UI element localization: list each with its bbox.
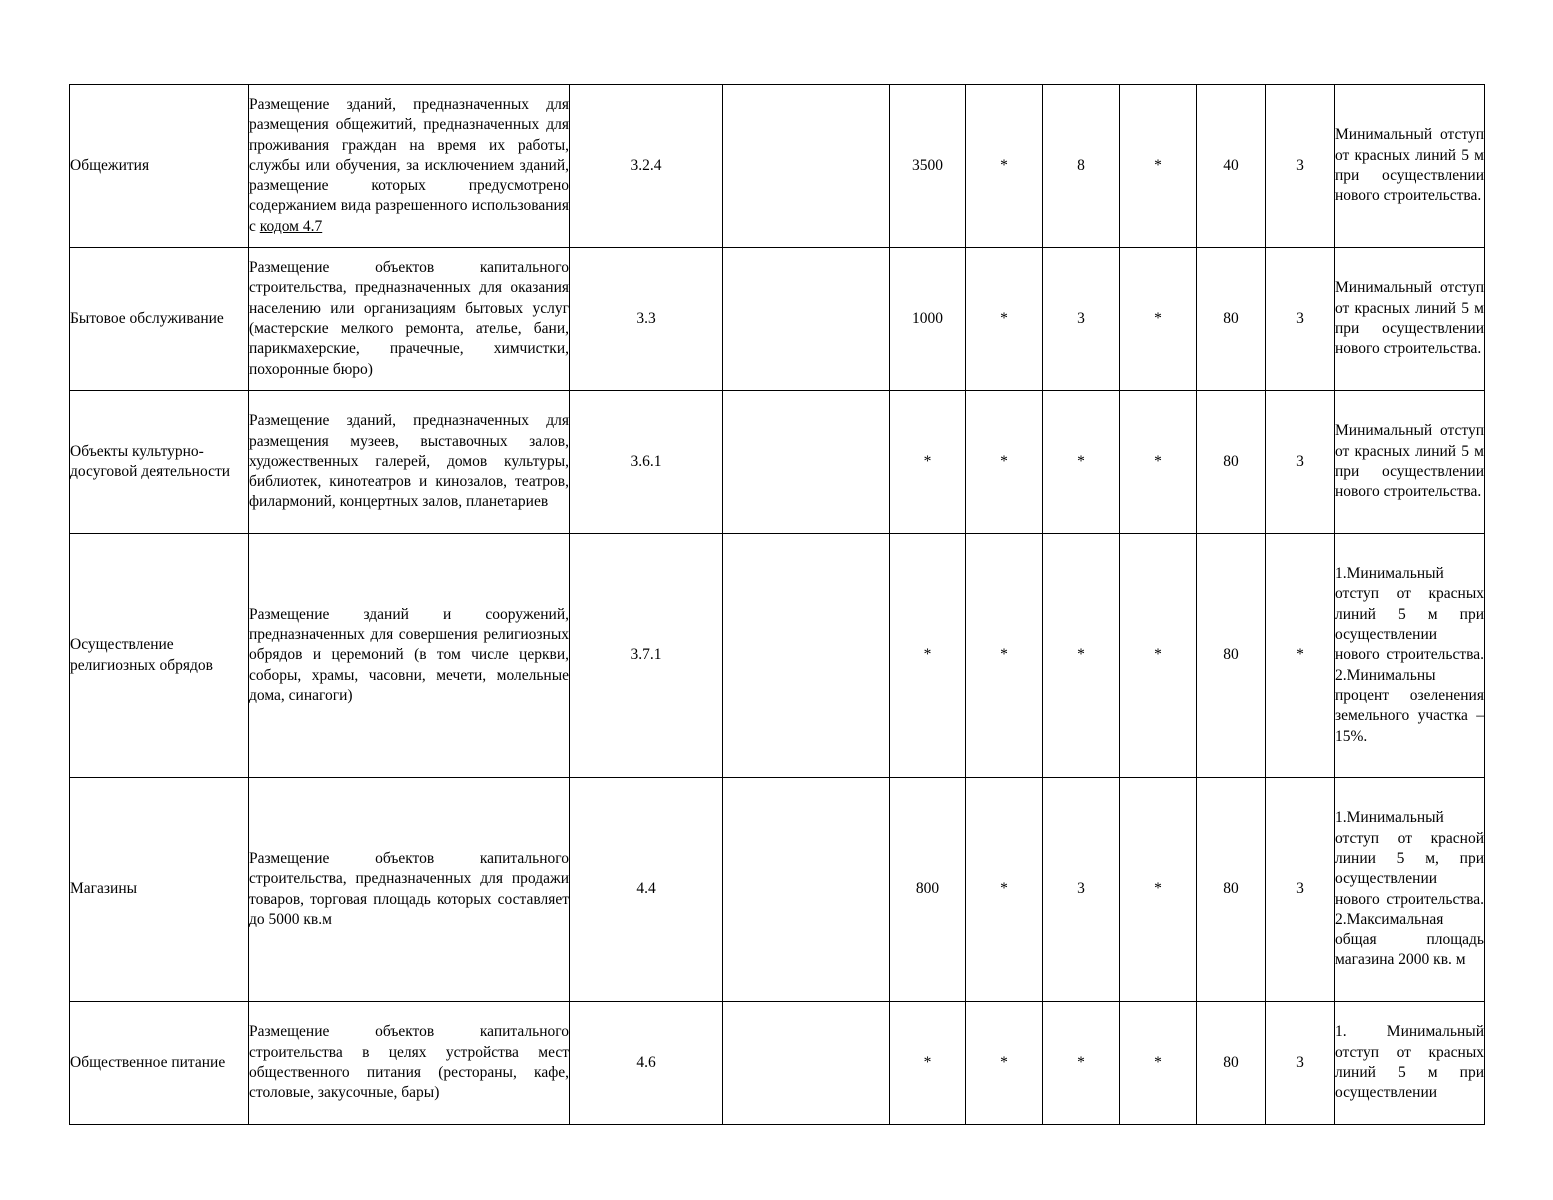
param-cell: *	[890, 1002, 966, 1125]
empty-cell	[723, 534, 890, 778]
restriction-note: Минимальный отступ от красных линий 5 м при осуществлении нового строительства.	[1335, 391, 1485, 534]
table-row	[70, 534, 1485, 778]
param-cell: 80	[1197, 1002, 1266, 1125]
use-name: Магазины	[70, 778, 249, 1002]
restriction-note: 1.Минимальный отступ от красных линий 5 м при осуществлении нового строительства. 2.Минимальны процент озеленения земельного участка – 15%.	[1335, 534, 1485, 778]
param-cell: 3	[1266, 391, 1335, 534]
use-description: Размещение зданий и сооружений, предназначенных для совершения религиозных обрядов и церемоний (в том числе церкви, соборы, храмы, часовни, мечети, молельные дома, синагоги)	[249, 534, 570, 778]
use-description	[249, 85, 570, 248]
use-name: Бытовое обслуживание	[70, 248, 249, 391]
param-cell: *	[1043, 391, 1120, 534]
description-text: Размещение зданий, предназначенных для размещения общежитий, предназначенных для проживания граждан на время их работы, службы или обучения, за исключением зданий, размещение которых предусмотрено содержанием вида разрешенного использования с	[249, 95, 569, 235]
param-cell: 800	[890, 778, 966, 1002]
use-code: 3.3	[570, 248, 723, 391]
empty-cell	[723, 1002, 890, 1125]
restriction-note: 1.Минимальный отступ от красной линии 5 м, при осуществлении нового строительства. 2.Максимальная общая площадь магазина 2000 кв. м	[1335, 778, 1485, 1002]
use-name: Общественное питание	[70, 1002, 249, 1125]
param-cell: *	[1266, 534, 1335, 778]
use-code: 4.4	[570, 778, 723, 1002]
use-description: Размещение объектов капитального строительства в целях устройства мест общественного питания (рестораны, кафе, столовые, закусочные, бары)	[249, 1002, 570, 1125]
empty-cell	[723, 248, 890, 391]
param-cell: *	[1120, 248, 1197, 391]
use-code: 3.6.1	[570, 391, 723, 534]
param-cell: 80	[1197, 534, 1266, 778]
use-name: Объекты культурно-досуговой деятельности	[70, 391, 249, 534]
param-cell: 3500	[890, 85, 966, 248]
use-description: Размещение зданий, предназначенных для размещения музеев, выставочных залов, художественных галерей, домов культуры, библиотек, кинотеатров и кинозалов, театров, филармоний, концертных залов, планетариев	[249, 391, 570, 534]
param-cell: *	[890, 534, 966, 778]
param-cell: *	[1120, 391, 1197, 534]
param-cell: *	[890, 391, 966, 534]
empty-cell	[723, 85, 890, 248]
table-row	[70, 248, 1485, 391]
land-use-table	[69, 84, 1485, 1125]
param-cell: 3	[1266, 248, 1335, 391]
restriction-note: Минимальный отступ от красных линий 5 м при осуществлении нового строительства.	[1335, 248, 1485, 391]
param-cell: *	[1120, 85, 1197, 248]
use-name: Осуществление религиозных обрядов	[70, 534, 249, 778]
param-cell: *	[1120, 534, 1197, 778]
param-cell: 1000	[890, 248, 966, 391]
use-name: Общежития	[70, 85, 249, 248]
param-cell: 3	[1266, 85, 1335, 248]
param-cell: *	[1120, 1002, 1197, 1125]
table-row	[70, 391, 1485, 534]
param-cell: *	[966, 778, 1043, 1002]
param-cell: *	[1120, 778, 1197, 1002]
param-cell: 80	[1197, 778, 1266, 1002]
empty-cell	[723, 391, 890, 534]
param-cell: *	[966, 534, 1043, 778]
param-cell: 3	[1043, 248, 1120, 391]
param-cell: *	[966, 391, 1043, 534]
use-description: Размещение объектов капитального строительства, предназначенных для оказания населению или организациям бытовых услуг (мастерские мелкого ремонта, ателье, бани, парикмахерские, прачечные, химчистки, похоронные бюро)	[249, 248, 570, 391]
param-cell: 3	[1266, 778, 1335, 1002]
param-cell: *	[966, 1002, 1043, 1125]
param-cell: *	[966, 85, 1043, 248]
use-description: Размещение объектов капитального строительства, предназначенных для продажи товаров, торговая площадь которых составляет до 5000 кв.м	[249, 778, 570, 1002]
table-row	[70, 1002, 1485, 1125]
param-cell: 80	[1197, 391, 1266, 534]
param-cell: *	[966, 248, 1043, 391]
code-link[interactable]: кодом 4.7	[259, 217, 323, 235]
restriction-note: 1. Минимальный отступ от красных линий 5 м при осуществлении	[1335, 1002, 1485, 1125]
param-cell: 40	[1197, 85, 1266, 248]
use-code: 3.7.1	[570, 534, 723, 778]
restriction-note: Минимальный отступ от красных линий 5 м при осуществлении нового строительства.	[1335, 85, 1485, 248]
param-cell: 8	[1043, 85, 1120, 248]
param-cell: 3	[1043, 778, 1120, 1002]
empty-cell	[723, 778, 890, 1002]
use-code: 3.2.4	[570, 85, 723, 248]
use-code: 4.6	[570, 1002, 723, 1125]
param-cell: *	[1043, 534, 1120, 778]
table-row	[70, 85, 1485, 248]
table-row	[70, 778, 1485, 1002]
param-cell: *	[1043, 1002, 1120, 1125]
param-cell: 80	[1197, 248, 1266, 391]
param-cell: 3	[1266, 1002, 1335, 1125]
